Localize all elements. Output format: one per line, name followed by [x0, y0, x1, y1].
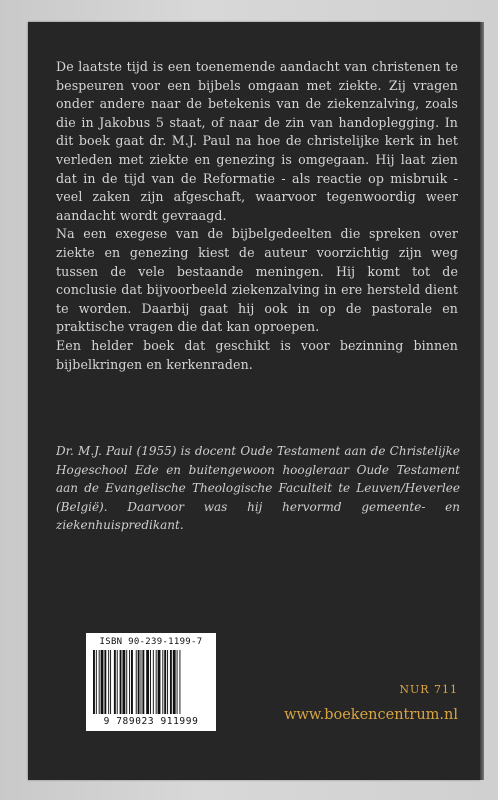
barcode-bar [162, 650, 163, 714]
barcode-bar [120, 650, 122, 714]
barcode-bar [110, 650, 111, 714]
blurb-paragraph-1: De laatste tijd is een toenemende aandacht van christenen te bespeuren voor een bijbels omgaan met ziekte. Zij vragen onder andere naar de betekenis van de ziekenzalving, zoals die in Jakobus 5 staat, of naar de zin van handoplegging. In dit boek gaat dr. M.J. Paul na hoe de christelijke kerk in het verleden met ziekte en genezing is omgegaan. Hij laat zien dat in de tijd van de Reformatie - als reactie op misbruik - veel zaken zijn afgeschaft, waarvoor tegenwoordig weer aandacht wordt gevraagd. [56, 59, 458, 223]
barcode-icon [92, 650, 210, 714]
barcode-bar [138, 650, 140, 714]
barcode-bar [108, 650, 109, 714]
barcode-bar [170, 650, 172, 714]
barcode-bar [93, 650, 95, 714]
barcode-bar [117, 650, 118, 714]
barcode-bar [99, 650, 100, 714]
publisher-website: www.boekencentrum.nl [284, 707, 458, 723]
cover-spine-edge [480, 22, 484, 780]
blurb-paragraph-2: Na een exegese van de bijbelgedeelten die spreken over ziekte en genezing kiest de auteur voorzichtig zijn weg tussen de vele bestaande meningen. Hij komt tot de conclusie dat bijvoorbeeld ziekenzalving in ere hersteld dient te worden. Daarbij gaat hij ook in op de pastorale en praktische vragen die dat kan oproepen. [56, 226, 458, 335]
barcode-bar [179, 650, 180, 714]
barcode-bar [167, 650, 168, 714]
barcode-bar [101, 650, 104, 714]
barcode-digits: 9 789023 911999 [103, 716, 199, 727]
author-bio: Dr. M.J. Paul (1955) is docent Oude Testament aan de Christelijke Hogeschool Ede en buitengewoon hoogleraar Oude Testament aan de Evangelische Theologische Faculteit te Leuven/Heverlee (België). Daarvoor was hij hervormd gemeente- en ziekenhuispredikant. [56, 444, 460, 533]
barcode-bar [158, 650, 161, 714]
blurb-text [56, 58, 458, 374]
barcode-bar [131, 650, 133, 714]
barcode-bar [104, 650, 106, 714]
isbn-number: ISBN 90-239-1199-7 [99, 637, 203, 647]
barcode-bar [173, 650, 176, 714]
barcode-bar [156, 650, 157, 714]
barcode-bar [96, 650, 97, 714]
barcode-bar [136, 650, 137, 714]
barcode-label [86, 633, 216, 731]
barcode-bar [129, 650, 130, 714]
barcode-bar [126, 650, 127, 714]
barcode-bar [122, 650, 125, 714]
barcode-bar [146, 650, 149, 714]
barcode-bar [150, 650, 151, 714]
barcode-bar [153, 650, 154, 714]
barcode-bar [177, 650, 178, 714]
barcode-bar [142, 650, 144, 714]
nur-code: NUR 711 [399, 683, 458, 696]
barcode-bar [114, 650, 116, 714]
blurb-paragraph-3: Een helder boek dat geschikt is voor bezinning binnen bijbelkringen en kerkenraden. [56, 337, 458, 372]
barcode-bar [141, 650, 142, 714]
barcode-bar [164, 650, 166, 714]
